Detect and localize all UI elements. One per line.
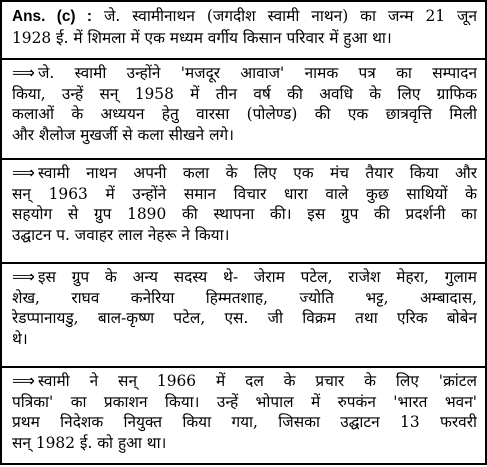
- right-arrow-icon: ⟹: [12, 267, 35, 286]
- right-arrow-icon: ⟹: [12, 371, 35, 390]
- answer-paragraph-2: [2, 58, 485, 158]
- text-line: किया, उन्हें सन् 1958 में तीन वर्ष की अवधि के लिए ग्राफिक: [12, 84, 477, 103]
- text-line: ⟹ स्वामी नाथन अपनी कला के लिए एक मंच तैयार किया और: [12, 163, 477, 182]
- answer-paragraph-4: [2, 262, 485, 366]
- text-line: और शैलोज मुखर्जी से कला सीखने लगे।: [12, 125, 234, 144]
- right-arrow-icon: ⟹: [12, 63, 35, 82]
- text-line: कलाओं के अध्ययन हेतु वारसा (पोलेण्ड) की एक छात्रवृत्ति मिली: [12, 105, 477, 123]
- answer-paragraph-1: [2, 2, 485, 58]
- text-line: ⟹ स्वामी ने सन् 1966 में दल के प्रचार के लिए 'क्रांटल: [12, 371, 477, 390]
- text-line: सन् 1982 ई. को हुआ था।: [12, 433, 167, 452]
- text-line: Ans. (c) : जे. स्वामीनाथन (जगदीश स्वामी नाथन) का जन्म 21 जून: [12, 7, 477, 25]
- right-arrow-icon: ⟹: [12, 163, 35, 182]
- text-line: सहयोग से ग्रुप 1890 की स्थापना की। इस ग्रुप की प्रदर्शनी का: [12, 205, 477, 223]
- text-line: शेख, राघव कनेरिया हिम्मतशाह, ज्योति भट्ट, अम्बादास,: [12, 288, 477, 307]
- text-line: सन् 1963 में उन्होंने समान विचार धारा वाले कुछ साथियों के: [12, 184, 477, 203]
- text-line: पत्रिका' का प्रकाशन किया। उन्हें भोपाल में रुपकंन 'भारत भवन': [12, 392, 477, 411]
- text-line: थे।: [12, 329, 28, 348]
- text-line: उद्घाटन प. जवाहर लाल नेहरू ने किया।: [12, 225, 230, 244]
- text-line: ⟹ इस ग्रुप के अन्य सदस्य थे- जेराम पटेल, राजेश मेहरा, गुलाम: [12, 267, 477, 286]
- answer-paragraph-3: [2, 158, 485, 262]
- text-line: ⟹ जे. स्वामी उन्होंने 'मजदूर आवाज' नामक पत्र का सम्पादन: [12, 63, 477, 82]
- answer-paragraph-5: [2, 366, 485, 467]
- text-line: प्रथम निदेशक नियुक्त किया गया, जिसका उद्घाटन 13 फरवरी: [12, 413, 477, 431]
- text-line: रेडप्पानायडु, बाल-कृष्ण पटेल, एस. जी विक्रम तथा एरिक बोबेन: [12, 309, 477, 327]
- text-line: 1928 ई. में शिमला में एक मध्यम वर्गीय किसान परिवार में हुआ था।: [12, 28, 392, 47]
- answer-label: Ans. (c) :: [12, 8, 93, 25]
